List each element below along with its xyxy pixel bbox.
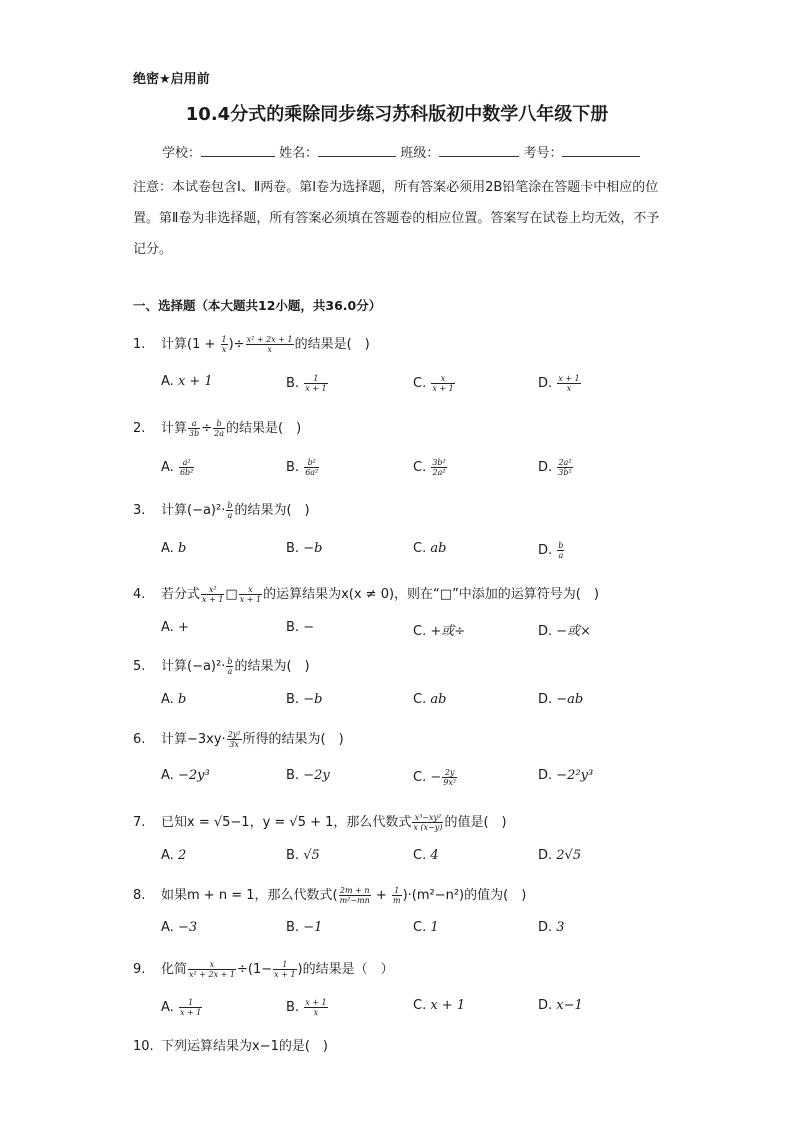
option-letter: A.	[161, 920, 178, 935]
option-b[interactable]	[286, 458, 320, 477]
question-5	[133, 655, 310, 676]
question-7	[133, 811, 507, 832]
question-2	[133, 417, 301, 438]
option-b[interactable]	[286, 768, 330, 783]
option-letter: B.	[286, 541, 304, 556]
question-text: 所得的结果为( )	[242, 732, 344, 747]
option-value: 3	[556, 920, 565, 935]
fraction: $\frac{\text{x³−xy²}}{x (x-y)}$	[413, 813, 443, 832]
option-a[interactable]	[161, 998, 203, 1017]
question-number: 6.	[133, 732, 146, 747]
option-value: ab	[430, 541, 447, 556]
question-4	[133, 583, 599, 604]
option-letter: B.	[286, 460, 304, 475]
fraction: $\frac{b}{2a}$	[214, 419, 224, 438]
section-title: 一、选择题（本大题共12小题，共36.0分）	[133, 298, 382, 313]
class-label: 班级：	[400, 146, 440, 161]
option-letter: D.	[538, 543, 557, 558]
name-label: 姓名：	[279, 146, 319, 161]
question-number: 4.	[133, 587, 146, 602]
question-text: 已知x = √5−1，y = √5 + 1，那么代数式	[161, 815, 412, 830]
question-number: 2.	[133, 421, 146, 436]
option-value: −	[430, 770, 442, 785]
option-letter: A.	[161, 620, 178, 635]
option-value: 4	[430, 848, 439, 863]
class-field[interactable]	[439, 144, 519, 157]
option-letter: D.	[538, 768, 557, 783]
option-value: +或÷	[430, 624, 466, 639]
fraction: $\frac{1}{m}$	[392, 886, 401, 905]
option-letter: C.	[413, 624, 431, 639]
option-a[interactable]	[161, 374, 213, 389]
option-value: 2	[177, 848, 187, 863]
name-field[interactable]	[318, 144, 396, 157]
question-text: 的结果是( )	[226, 421, 302, 436]
option-letter: C.	[413, 541, 431, 556]
option-letter: D.	[538, 848, 557, 863]
question-text: ÷(1−	[237, 962, 273, 977]
fraction: $\frac{a}{3b}$	[189, 419, 200, 438]
question-8	[133, 884, 526, 905]
option-d[interactable]	[538, 920, 565, 935]
option-c[interactable]	[413, 458, 448, 477]
option-letter: D.	[538, 460, 557, 475]
option-value: −2²y³	[556, 768, 594, 783]
option-letter: D.	[538, 624, 557, 639]
question-text: )·(m²−n²)的值为( )	[402, 888, 527, 903]
option-letter: C.	[413, 920, 431, 935]
option-b[interactable]	[286, 998, 329, 1017]
option-fraction: $\frac{x}{x + 1}$	[432, 374, 454, 393]
option-value: −或×	[556, 624, 592, 639]
option-d[interactable]	[538, 541, 565, 560]
page-title: 10.4分式的乘除同步练习苏科版初中数学八年级下册	[185, 104, 609, 125]
option-letter: A.	[161, 374, 178, 389]
question-number: 9.	[133, 962, 146, 977]
option-letter: D.	[538, 692, 557, 707]
fraction: $\frac{b}{a}$	[227, 657, 233, 676]
question-9	[133, 958, 394, 979]
school-field[interactable]	[201, 144, 275, 157]
fraction: $\frac{1}{x + 1}$	[274, 960, 296, 979]
option-value: −ab	[556, 692, 584, 707]
question-text: 计算	[161, 421, 188, 436]
option-a[interactable]	[161, 768, 210, 783]
option-letter: B.	[286, 620, 304, 635]
question-text: ÷	[201, 421, 213, 436]
option-letter: B.	[286, 692, 304, 707]
option-fraction: $\frac{b}{a}$	[558, 541, 564, 560]
exam-number-field[interactable]	[562, 144, 640, 157]
fraction: $\frac{x}{\text{x² + 2x + 1}}$	[189, 960, 236, 979]
option-c[interactable]	[413, 620, 465, 639]
question-text: 的值是( )	[444, 815, 507, 830]
option-letter: C.	[413, 376, 431, 391]
option-d[interactable]	[538, 848, 581, 863]
question-text: 下列运算结果为x−1的是( )	[161, 1039, 329, 1054]
option-b[interactable]	[286, 848, 320, 863]
option-b[interactable]	[286, 692, 322, 707]
option-letter: A.	[161, 848, 178, 863]
option-letter: B.	[286, 768, 304, 783]
option-value: +	[177, 620, 189, 635]
option-value: −	[303, 620, 315, 635]
option-value: x + 1	[177, 374, 213, 389]
option-a[interactable]	[161, 458, 195, 477]
option-c[interactable]	[413, 374, 456, 393]
option-fraction: $\frac{\text{a²}}{\text{6b²}}$	[179, 458, 194, 477]
option-letter: C.	[413, 998, 431, 1013]
option-letter: C.	[413, 692, 431, 707]
question-text: 的结果是( )	[294, 337, 370, 352]
option-letter: B.	[286, 1000, 304, 1015]
option-a[interactable]	[161, 920, 197, 935]
option-letter: A.	[161, 1000, 178, 1015]
option-value: √5	[303, 848, 320, 863]
option-c[interactable]	[413, 998, 465, 1013]
question-text: 的结果为( )	[234, 503, 310, 518]
question-text: 如果m + n = 1，那么代数式(	[161, 888, 338, 903]
info-fields	[162, 142, 640, 161]
option-c[interactable]	[413, 768, 458, 787]
fraction: $\frac{2m + n}{\text{m²−mn}}$	[339, 886, 370, 905]
option-fraction: $\frac{x + 1}{x}$	[305, 998, 327, 1017]
option-letter: B.	[286, 848, 304, 863]
option-d[interactable]	[538, 620, 591, 639]
question-number: 3.	[133, 503, 146, 518]
question-text: 化简	[161, 962, 188, 977]
question-number: 5.	[133, 659, 146, 674]
option-letter: D.	[538, 376, 557, 391]
option-letter: A.	[161, 692, 178, 707]
option-value: b	[177, 541, 187, 556]
option-letter: A.	[161, 768, 178, 783]
option-letter: C.	[413, 460, 431, 475]
option-value: x−1	[556, 998, 583, 1013]
option-letter: A.	[161, 541, 178, 556]
option-value: ab	[430, 692, 447, 707]
option-c[interactable]	[413, 541, 446, 556]
option-value: −2y³	[177, 768, 210, 783]
option-c[interactable]	[413, 920, 439, 935]
option-b[interactable]	[286, 541, 322, 556]
fraction: $\frac{\text{x² + 2x + 1}}{x}$	[246, 335, 293, 354]
option-fraction: $\frac{1}{x + 1}$	[179, 998, 202, 1017]
exam-number-label: 考号：	[523, 146, 563, 161]
question-number: 1.	[133, 337, 146, 352]
option-value: −1	[303, 920, 323, 935]
question-10	[133, 1035, 328, 1054]
option-d[interactable]	[538, 458, 574, 477]
fraction: $\frac{1}{x}$	[221, 335, 227, 354]
option-value: 1	[430, 920, 439, 935]
option-a[interactable]	[161, 848, 186, 863]
question-1	[133, 333, 370, 354]
option-fraction: $\frac{\text{2a²}}{\text{3b²}}$	[558, 458, 572, 477]
option-d[interactable]	[538, 768, 593, 783]
fraction: $\frac{\text{2y²}}{3x}$	[227, 730, 241, 749]
question-number: 10.	[133, 1039, 154, 1054]
option-value: 2√5	[556, 848, 582, 863]
question-text: 的运算结果为x(x ≠ 0)，则在“□”中添加的运算符号为( )	[263, 587, 599, 602]
question-number: 8.	[133, 888, 146, 903]
option-value: x + 1	[430, 998, 466, 1013]
fraction: $\frac{x}{x + 1}$	[239, 585, 262, 604]
option-b[interactable]	[286, 620, 314, 635]
question-text: )÷	[228, 337, 245, 352]
option-letter: D.	[538, 998, 557, 1013]
option-letter: C.	[413, 848, 431, 863]
question-text: 的结果为( )	[234, 659, 310, 674]
school-label: 学校：	[162, 146, 202, 161]
option-letter: D.	[538, 920, 557, 935]
exam-notice: 注意：本试卷包含Ⅰ、Ⅱ两卷。第Ⅰ卷为选择题，所有答案必须用2B铅笔涂在答题卡中相应的位置。第Ⅱ卷为非选择题，所有答案必须填在答题卷的相应位置。答案写在试卷上均无效，不予记分。	[133, 180, 660, 257]
question-text: 计算−3xy·	[161, 732, 226, 747]
option-value: −b	[303, 541, 323, 556]
fraction: $\frac{b}{a}$	[227, 501, 233, 520]
option-letter: B.	[286, 920, 304, 935]
question-text: 计算(1 +	[161, 337, 220, 352]
question-number: 7.	[133, 815, 146, 830]
fraction: $\frac{\text{x²}}{x + 1}$	[202, 585, 224, 604]
question-text: □	[225, 587, 238, 602]
option-a[interactable]	[161, 620, 189, 635]
option-d[interactable]	[538, 998, 583, 1013]
question-3	[133, 499, 310, 520]
question-text: 计算(−a)²·	[161, 503, 226, 518]
option-b[interactable]	[286, 920, 322, 935]
option-d[interactable]	[538, 374, 582, 393]
option-fraction: $\frac{x + 1}{x}$	[558, 374, 580, 393]
option-letter: C.	[413, 770, 431, 785]
question-6	[133, 728, 344, 749]
question-text: )的结果是（ ）	[297, 962, 394, 977]
option-value: −2y	[303, 768, 330, 783]
secret-label: 绝密★启用前	[133, 72, 210, 87]
option-b[interactable]	[286, 374, 329, 393]
option-fraction: $\frac{\text{b²}}{\text{6a²}}$	[305, 458, 319, 477]
option-a[interactable]	[161, 692, 186, 707]
option-value: −3	[177, 920, 198, 935]
option-fraction: $\frac{1}{x + 1}$	[305, 374, 327, 393]
option-value: b	[177, 692, 187, 707]
option-fraction: $\frac{2y}{\text{9x²}}$	[443, 768, 457, 787]
option-a[interactable]	[161, 541, 186, 556]
option-d[interactable]	[538, 692, 583, 707]
option-c[interactable]	[413, 848, 439, 863]
question-text: 若分式	[161, 587, 201, 602]
option-c[interactable]	[413, 692, 446, 707]
option-fraction: $\frac{\text{3b²}}{\text{2a²}}$	[432, 458, 446, 477]
option-letter: B.	[286, 376, 304, 391]
option-value: −b	[303, 692, 323, 707]
question-text: +	[371, 888, 391, 903]
option-letter: A.	[161, 460, 178, 475]
question-text: 计算(−a)²·	[161, 659, 226, 674]
